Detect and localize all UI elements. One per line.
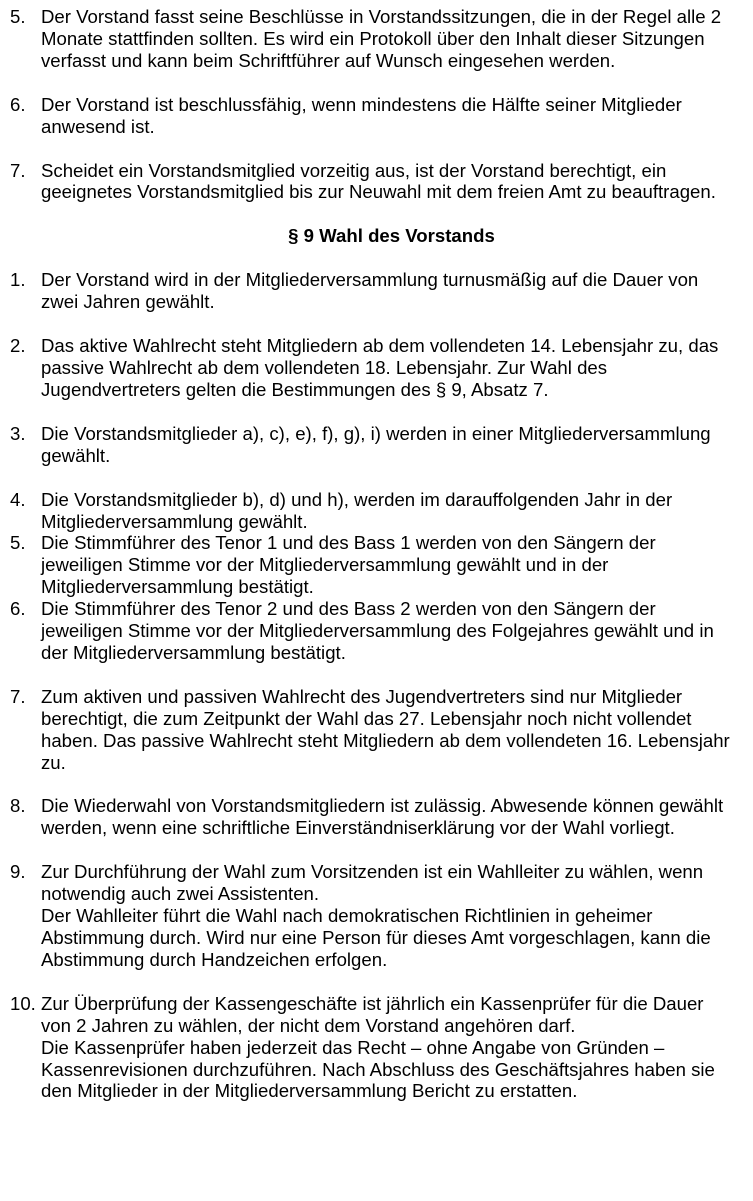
- item-text: Der Vorstand wird in der Mitgliederversammlung turnusmäßig auf die Dauer von zwei Jahren gewählt.: [41, 269, 699, 313]
- item-number: 1.: [10, 269, 26, 291]
- list-item-1: [10, 269, 733, 313]
- item-text: Die Stimmführer des Tenor 1 und des Bass 1 werden von den Sängern der jeweiligen Stimme vor der Mitgliederversammlung gewählt und in der Mitgliederversammlung bestätigt.: [41, 532, 656, 598]
- list-item-top-7: [10, 160, 733, 204]
- item-text: Zur Überprüfung der Kassengeschäfte ist jährlich ein Kassenprüfer für die Dauer von 2 Jahren zu wählen, der nicht dem Vorstand angehören darf.: [41, 992, 704, 1036]
- item-text-continuation: Die Kassenprüfer haben jederzeit das Recht – ohne Angabe von Gründen – Kassenrevisionen durchzuführen. Nach Abschluss des Geschäftsjahres haben sie den Mitglieder in der Mitgliederversammlung Bericht zu erstatten.: [41, 1036, 715, 1102]
- item-number: 8.: [10, 795, 26, 817]
- item-number: 3.: [10, 422, 26, 444]
- item-text: Zur Durchführung der Wahl zum Vorsitzenden ist ein Wahlleiter zu wählen, wenn notwendig auch zwei Assistenten.: [41, 861, 704, 905]
- list-item-10: [10, 993, 733, 1103]
- item-text-continuation: Der Wahlleiter führt die Wahl nach demokratischen Richtlinien in geheimer Abstimmung durch. Wird nur eine Person für dieses Amt vorgeschlagen, kann die Abstimmung durch Handzeichen erfolgen.: [41, 905, 711, 970]
- item-number: 7.: [10, 159, 26, 181]
- list-item-top-5: [10, 6, 733, 72]
- list-item-5: [10, 532, 733, 598]
- list-item-7: [10, 686, 733, 774]
- section-heading: § 9 Wahl des Vorstands: [288, 225, 495, 247]
- list-item-4: [10, 489, 733, 533]
- item-text-block: [41, 993, 733, 1103]
- item-text: Die Wiederwahl von Vorstandsmitgliedern ist zulässig. Abwesende können gewählt werden, wenn eine schriftliche Einverständniserklärung vor der Wahl vorliegt.: [41, 795, 724, 839]
- item-text: Zum aktiven und passiven Wahlrecht des Jugendvertreters sind nur Mitglieder berechtigt, die zum Zeitpunkt der Wahl das 27. Lebensjahr noch nicht vollendet haben. Das passive Wahlrecht steht Mitgliedern ab dem vollendeten 16. Lebensjahr zu.: [41, 685, 730, 773]
- list-item-top-6: [10, 94, 733, 138]
- list-item-3: [10, 423, 733, 467]
- item-number: 5.: [10, 6, 26, 27]
- item-text: Das aktive Wahlrecht steht Mitgliedern ab dem vollendeten 14. Lebensjahr zu, das passive Wahlrecht ab dem vollendeten 18. Lebensjahr. Zur Wahl des Jugendvertreters gelten die Bestimmungen des § 9, Absatz 7.: [41, 335, 719, 400]
- item-text: Scheidet ein Vorstandsmitglied vorzeitig aus, ist der Vorstand berechtigt, ein geeignetes Vorstandsmitglied bis zur Neuwahl mit dem freien Amt zu beauftragen.: [41, 159, 716, 203]
- item-number: 6.: [10, 598, 26, 620]
- item-text: Die Stimmführer des Tenor 2 und des Bass 2 werden von den Sängern der jeweiligen Stimme vor der Mitgliederversammlung des Folgejahres gewählt und in der Mitgliederversammlung bestätigt.: [41, 598, 714, 663]
- list-item-2: [10, 335, 733, 401]
- list-item-6: [10, 598, 733, 664]
- item-number: 4.: [10, 488, 26, 510]
- item-text: Die Vorstandsmitglieder a), c), e), f), g), i) werden in einer Mitgliederversammlung gewählt.: [41, 422, 711, 466]
- item-number: 2.: [10, 335, 26, 357]
- item-number: 6.: [10, 93, 26, 115]
- item-text: Der Vorstand ist beschlussfähig, wenn mindestens die Hälfte seiner Mitglieder anwesend ist.: [41, 93, 682, 137]
- item-number: 10.: [10, 992, 36, 1014]
- item-number: 5.: [10, 532, 26, 554]
- list-item-9: [10, 861, 733, 971]
- item-text: Die Vorstandsmitglieder b), d) und h), werden im darauffolgenden Jahr in der Mitgliederversammlung gewählt.: [41, 488, 673, 532]
- item-text-block: [41, 861, 733, 971]
- item-text: Der Vorstand fasst seine Beschlüsse in Vorstandssitzungen, die in der Regel alle 2 Monate stattfinden sollten. Es wird ein Protokoll über den Inhalt dieser Sitzungen verfasst und kann beim Schriftführer auf Wunsch eingesehen werden.: [41, 6, 722, 71]
- list-item-8: [10, 795, 733, 839]
- item-number: 7.: [10, 685, 26, 707]
- item-number: 9.: [10, 861, 26, 883]
